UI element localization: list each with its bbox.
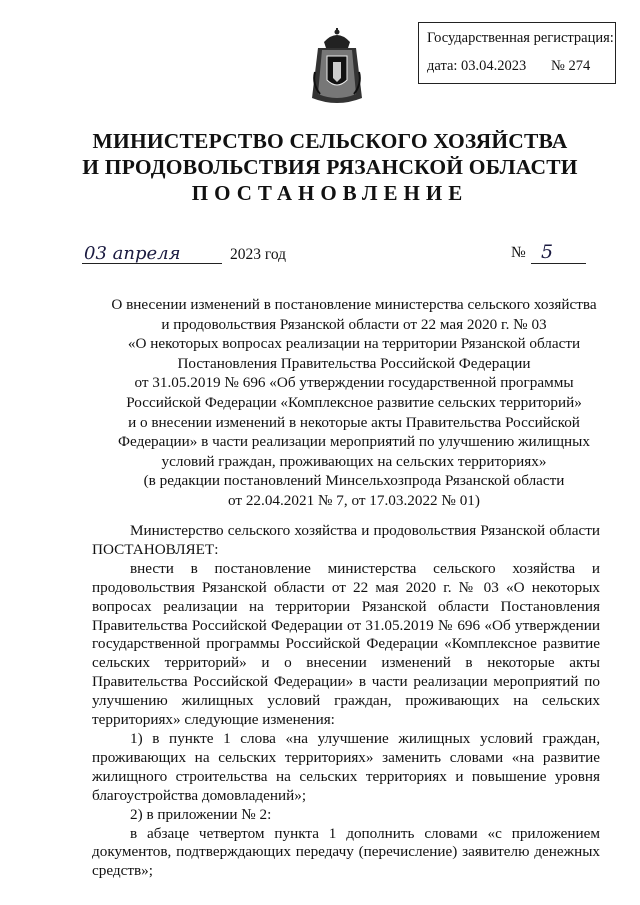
handwritten-number: 5 [541,241,554,263]
subject-line: (в редакции постановлений Минсельхозпрода Рязанской области [143,472,565,490]
subject-line: условий граждан, проживающих на сельских территориях» [161,452,547,470]
number-underline [531,263,586,264]
body-paragraph: 2) в приложении № 2: [130,805,272,823]
document-body [92,522,600,881]
subject-line: от 22.04.2021 № 7, от 17.03.2022 № 01) [228,491,480,509]
ministry-line-1: МИНИСТЕРСТВО СЕЛЬСКОГО ХОЗЯЙСТВА [92,129,568,153]
date-underline [82,263,222,264]
registration-date: дата: 03.04.2023 [427,58,527,74]
ministry-name [70,128,590,180]
body-paragraph: в абзаце четвертом пункта 1 дополнить словами «с приложением документов, подтверждающих передачу (перечисление) заявителю денежных средств»; [92,824,600,880]
subject-line: Российской Федерации «Комплексное развитие сельских территорий» [126,393,582,411]
body-paragraph: 1) в пункте 1 слова «на улучшение жилищных условий граждан, проживающих на сельских территориях» заменить словами «на развитие жилищного строительства на сельских территориях и повышение уровня благоустройства домовладений»; [92,729,600,804]
document-subject [94,295,614,511]
subject-line: Постановления Правительства Российской Федерации [177,354,531,372]
subject-line: от 31.05.2019 № 696 «Об утверждении государственной программы [134,374,574,392]
subject-line: Федерации» в части реализации мероприятий по улучшению жилищных [118,433,590,451]
coat-of-arms-icon [310,28,364,106]
registration-number: № 274 [551,58,591,74]
ministry-line-2: И ПРОДОВОЛЬСТВИЯ РЯЗАНСКОЙ ОБЛАСТИ [82,155,578,179]
body-paragraph: внести в постановление министерства сельского хозяйства и продовольствия Рязанской области от 22 мая 2020 г. № 03 «О некоторых вопросах реализации на территории Рязанской области Постановления Правительства Российской Федерации от 31.05.2019 № 696 «Об утверждении государственной программы Российской Федерации «Комплексное развитие сельских территорий» и о внесении изменений в некоторые акты Правительства Российской Федерации» в части реализации мероприятий по улучшению жилищных условий граждан, проживающих на сельских территориях» следующие изменения: [92,559,600,729]
registration-stamp [418,22,616,84]
number-field [531,241,586,264]
subject-line: О внесении изменений в постановление министерства сельского хозяйства [111,296,597,313]
date-field [82,244,222,264]
year-label: 2023 год [230,246,287,263]
subject-line: и о внесении изменений в некоторые акты Правительства Российской [128,413,580,431]
subject-line: и продовольствия Рязанской области от 22 мая 2020 г. № 03 [161,315,547,333]
document-type-title: ПОСТАНОВЛЕНИЕ [191,181,469,205]
number-label: № [511,244,526,261]
handwritten-date: 03 апреля [84,243,181,264]
subject-line: «О некоторых вопросах реализации на территории Рязанской области [127,335,581,353]
registration-title: Государственная регистрация: [427,30,614,46]
body-paragraph: Министерство сельского хозяйства и продовольствия Рязанской области ПОСТАНОВЛЯЕТ: [92,522,600,558]
